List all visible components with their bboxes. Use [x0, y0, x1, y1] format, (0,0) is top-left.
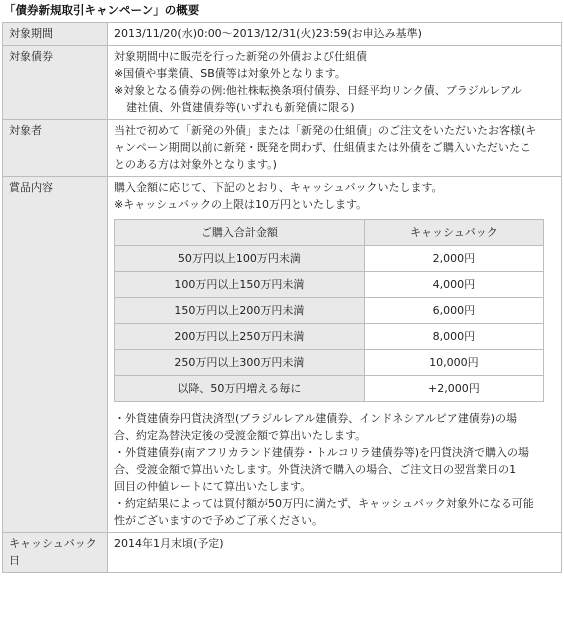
cashback-date-value: 2014年1月末頃(予定) — [108, 533, 562, 573]
row-prize — [3, 177, 562, 533]
cashback-amount: 6,000円 — [364, 298, 543, 324]
bonds-value — [108, 46, 562, 120]
campaign-overview-table — [2, 22, 562, 573]
table-row — [115, 350, 544, 376]
cashback-amount: +2,000円 — [364, 376, 543, 402]
prize-note-line: 合、約定為替決定後の受渡金額で算出いたします。 — [114, 429, 367, 442]
prize-note-line: ・約定結果によっては買付額が50万円に満たず、キャッシュバック対象外になる可能 — [114, 497, 534, 510]
target-label: 対象者 — [3, 120, 108, 177]
header-cashback: キャッシュバック — [364, 220, 543, 246]
cashback-amount: 8,000円 — [364, 324, 543, 350]
row-target — [3, 120, 562, 177]
cashback-amount: 10,000円 — [364, 350, 543, 376]
prize-intro-line: 購入金額に応じて、下記のとおり、キャッシュバックいたします。 — [114, 181, 443, 194]
row-cashback-date — [3, 533, 562, 573]
target-line: 当社で初めて「新発の外債」または「新発の仕組債」のご注文をいただいたお客様(キ — [114, 124, 537, 137]
prize-label: 賞品内容 — [3, 177, 108, 533]
table-row — [115, 376, 544, 402]
prize-note-line: 合、受渡金額で算出いたします。外貨決済で購入の場合、ご注文日の翌営業日の1 — [114, 463, 517, 476]
purchase-range: 200万円以上250万円未満 — [115, 324, 365, 350]
prize-note-line: 回目の仲値レートにて算出いたします。 — [114, 480, 312, 493]
cashback-table — [114, 219, 544, 402]
purchase-range: 以降、50万円増える毎に — [115, 376, 365, 402]
period-value: 2013/11/20(水)0:00～2013/12/31(火)23:59(お申込み基準) — [108, 23, 562, 46]
table-row — [115, 298, 544, 324]
bonds-line: 対象期間中に販売を行った新発の外債および仕組債 — [114, 50, 367, 63]
target-line: ャンペーン期間以前に新発・既発を問わず、仕組債または外債をご購入いただいたこ — [114, 141, 531, 154]
purchase-range: 250万円以上300万円未満 — [115, 350, 365, 376]
cashback-header-row — [115, 220, 544, 246]
cashback-amount: 4,000円 — [364, 272, 543, 298]
table-row — [115, 272, 544, 298]
target-line: とのある方は対象外となります。) — [114, 158, 277, 171]
row-bonds — [3, 46, 562, 120]
period-label: 対象期間 — [3, 23, 108, 46]
table-row — [115, 324, 544, 350]
bonds-note-line: 建社債、外貨建債券等(いずれも新発債に限る) — [126, 101, 355, 114]
bonds-note-line: ※国債や事業債、SB債等は対象外となります。 — [114, 67, 346, 80]
row-period — [3, 23, 562, 46]
bonds-label: 対象債券 — [3, 46, 108, 120]
prize-note-line: ・外貨建債券(南アフリカランド建債券・トルコリラ建債券等)を円貨決済で購入の場 — [114, 446, 530, 459]
cashback-amount: 2,000円 — [364, 246, 543, 272]
header-purchase-amount: ご購入合計金額 — [115, 220, 365, 246]
page-title: 「債券新規取引キャンペーン」の概要 — [4, 3, 200, 17]
prize-note-line: 性がございますので予めご了承ください。 — [114, 514, 323, 527]
prize-note-line: ・外貨建債券円貨決済型(ブラジルレアル建債券、インドネシアルピア建債券)の場 — [114, 412, 518, 425]
bonds-note-line: ※対象となる債券の例:他社株転換条項付債券、日経平均リンク債、ブラジルレアル — [114, 84, 522, 97]
purchase-range: 150万円以上200万円未満 — [115, 298, 365, 324]
purchase-range: 50万円以上100万円未満 — [115, 246, 365, 272]
table-row — [115, 246, 544, 272]
prize-value — [108, 177, 562, 533]
cashback-date-label: キャッシュバック日 — [3, 533, 108, 573]
purchase-range: 100万円以上150万円未満 — [115, 272, 365, 298]
target-value — [108, 120, 562, 177]
prize-limit-note: ※キャッシュバックの上限は10万円といたします。 — [114, 198, 368, 211]
